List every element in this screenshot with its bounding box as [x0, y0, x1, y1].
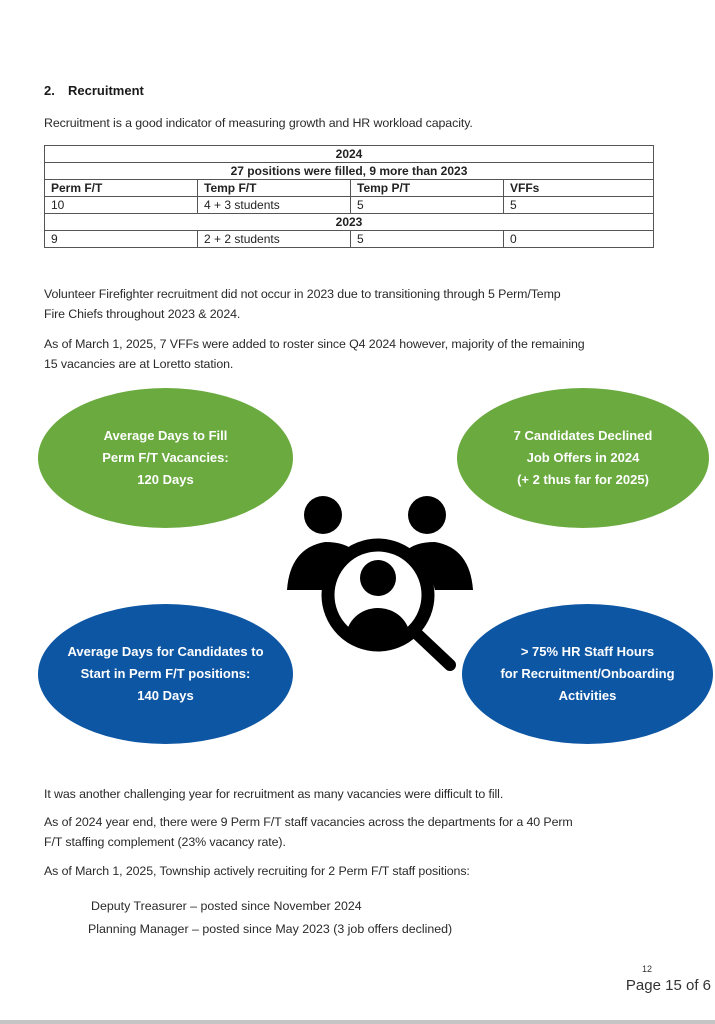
stat-line: (+ 2 thus far for 2025): [517, 472, 649, 487]
table-row-year-2023: [45, 214, 654, 231]
table-cell: 9: [45, 231, 198, 248]
section-heading: [44, 83, 144, 98]
stat-line: Perm F/T Vacancies:: [102, 450, 229, 465]
paragraph-line: F/T staffing complement (23% vacancy rate).: [44, 835, 286, 849]
year-2024-header: 2024: [45, 146, 654, 163]
people-search-icon: [280, 490, 480, 675]
recruiting-paragraph: As of March 1, 2025, Township actively recruiting for 2 Perm F/T staff positions:: [44, 864, 470, 878]
table-cell: 5: [504, 197, 654, 214]
stat-line: Average Days for Candidates to: [67, 644, 264, 659]
section-number: 2.: [44, 83, 55, 98]
roster-paragraph: [44, 334, 585, 374]
stat-line: 120 Days: [137, 472, 194, 487]
column-header: VFFs: [504, 180, 654, 197]
paragraph-line: 15 vacancies are at Loretto station.: [44, 357, 234, 371]
column-header: Temp P/T: [351, 180, 504, 197]
position-item: Planning Manager – posted since May 2023 (3 job offers declined): [88, 922, 453, 936]
challenging-year-paragraph: It was another challenging year for recruitment as many vacancies were difficult to fill.: [44, 787, 504, 801]
table-cell: 2 + 2 students: [198, 231, 351, 248]
paragraph-line: As of 2024 year end, there were 9 Perm F/T staff vacancies across the departments for a 40 Perm: [44, 815, 573, 829]
table-cell: 10: [45, 197, 198, 214]
table-cell: 0: [504, 231, 654, 248]
position-item: Deputy Treasurer – posted since November 2024: [91, 899, 362, 913]
column-header: Temp F/T: [198, 180, 351, 197]
paragraph-line: Volunteer Firefighter recruitment did not occur in 2023 due to transitioning through 5 Perm/Temp: [44, 287, 561, 301]
intro-paragraph: Recruitment is a good indicator of measuring growth and HR workload capacity.: [44, 116, 473, 130]
table-row: [45, 231, 654, 248]
section-title: Recruitment: [68, 83, 144, 98]
year-2023-header: 2023: [45, 214, 654, 231]
vff-paragraph: [44, 284, 561, 324]
recruitment-table: [44, 145, 654, 248]
stat-hr-staff-hours: [462, 604, 713, 744]
stat-line: Activities: [558, 688, 617, 703]
table-row: [45, 197, 654, 214]
table-header-row: [45, 180, 654, 197]
stat-line: 7 Candidates Declined: [513, 428, 653, 443]
stat-candidates-declined: [457, 388, 709, 528]
stat-line: > 75% HR Staff Hours: [520, 644, 655, 659]
overlay-page-number: 12: [642, 964, 653, 974]
table-cell: 5: [351, 197, 504, 214]
table-cell: 5: [351, 231, 504, 248]
table-cell: 4 + 3 students: [198, 197, 351, 214]
table-row-year-2024: [45, 146, 654, 163]
stat-line: Average Days to Fill: [103, 428, 228, 443]
vacancy-paragraph: [44, 812, 573, 852]
stat-line: Start in Perm F/T positions:: [80, 666, 251, 681]
stat-avg-days-to-start: [38, 604, 293, 744]
table-row-summary: [45, 163, 654, 180]
column-header: Perm F/T: [45, 180, 198, 197]
paragraph-line: Fire Chiefs throughout 2023 & 2024.: [44, 307, 241, 321]
bottom-scroll-edge: [0, 1020, 715, 1024]
paragraph-line: As of March 1, 2025, 7 VFFs were added to roster since Q4 2024 however, majority of the remaining: [44, 337, 585, 351]
stat-line: Job Offers in 2024: [526, 450, 640, 465]
stat-avg-days-to-fill: [38, 388, 293, 528]
summary-2024: 27 positions were filled, 9 more than 2023: [45, 163, 654, 180]
stat-line: for Recruitment/Onboarding: [500, 666, 675, 681]
page-number-label: Page 15 of 6: [625, 977, 711, 994]
stat-line: 140 Days: [137, 688, 194, 703]
